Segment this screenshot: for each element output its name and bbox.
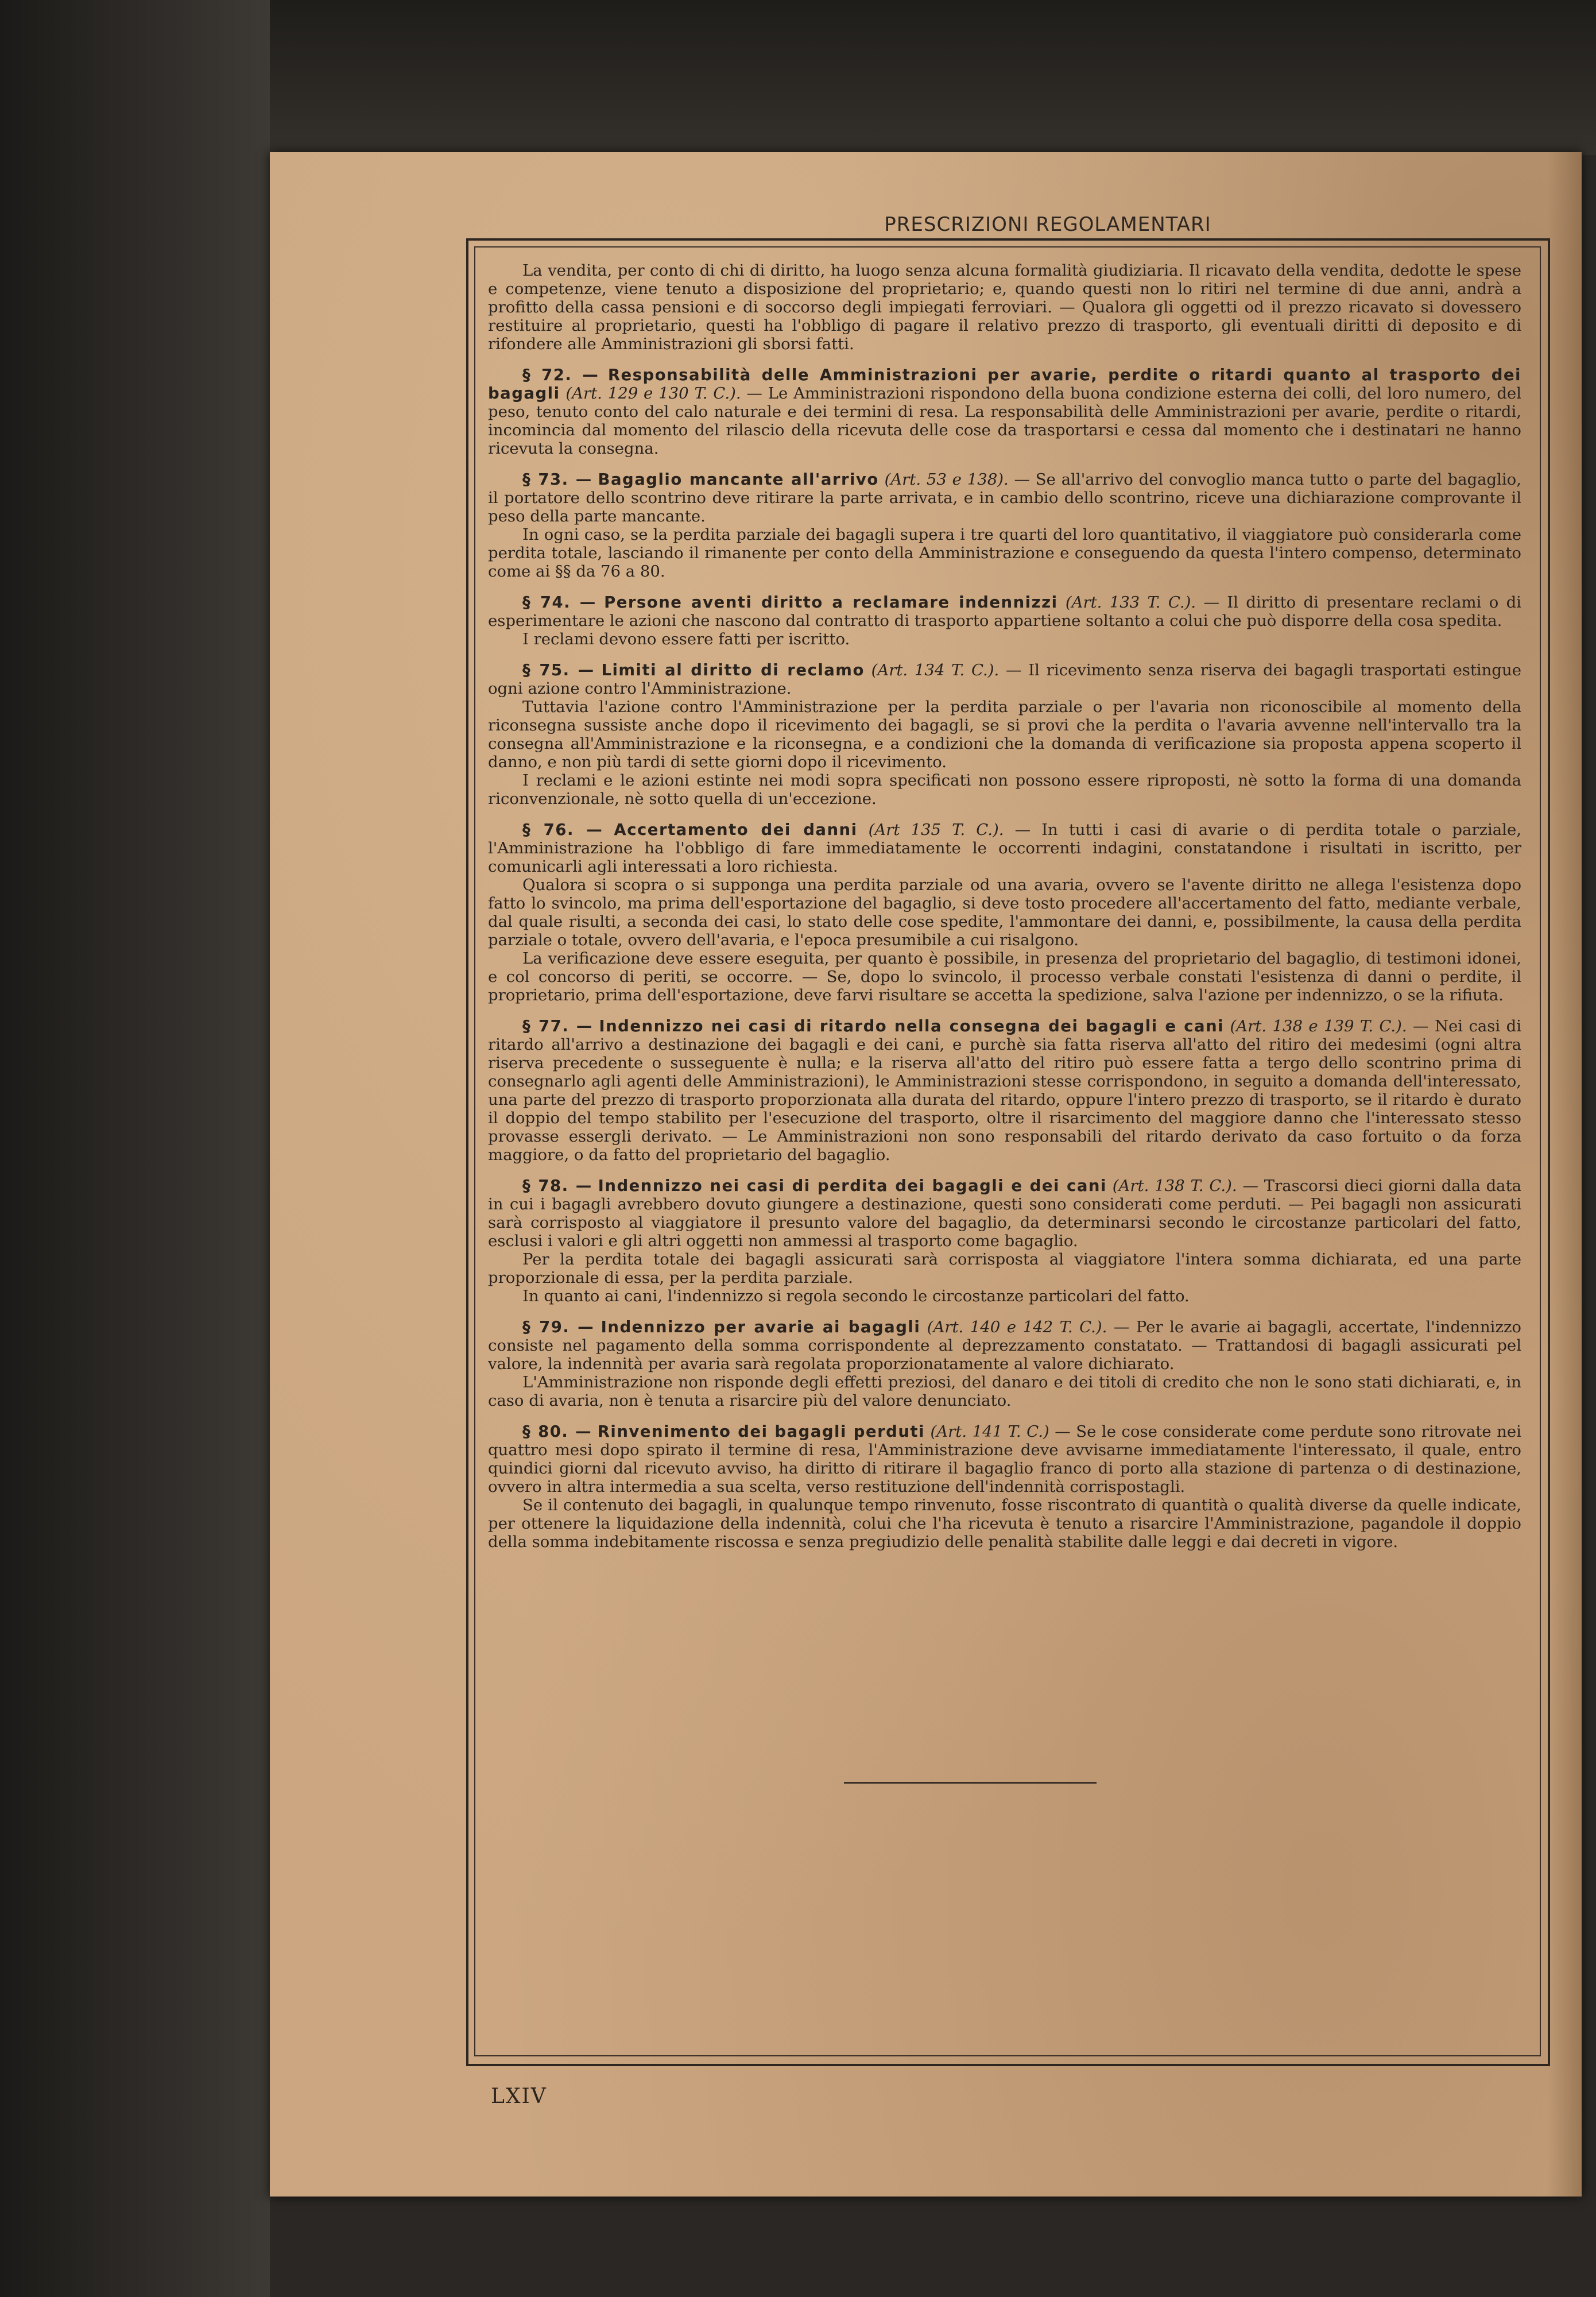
section-paragraph: La verificazione deve essere eseguita, per quanto è possibile, in presenza del proprietario del bagaglio, di testimoni idonei, e col concorso di periti, se occorre. — Se, dopo lo svincolo, il processo verbale constati l'esistenza di danni o perdite, il proprietario, prima dell'esportazione, deve farvi risultare se accetta la spedizione, salva l'azione per indennizzo, o se la rifiuta. <box>488 949 1521 1004</box>
section-78 <box>488 1177 1521 1250</box>
section-reference: (Art 135 T. C.). <box>868 821 1004 839</box>
section-heading: Accertamento dei danni <box>614 821 858 839</box>
section-76 <box>488 821 1521 876</box>
page-number: LXIV <box>491 2085 547 2108</box>
section-paragraph: Tuttavia l'azione contro l'Amministrazione per la perdita parziale o per l'avaria non riconoscibile al momento della riconsegna sussiste anche dopo il ricevimento dei bagagli, se si provi che la perdita o l'avaria avvenne nell'intervallo tra la consegna all'Amministrazione e la riconsegna, e a condizioni che la domanda di verificazione sia proposta appena scoperto il danno, e non più tardi di sette giorni dopo il ricevimento. <box>488 698 1521 771</box>
section-reference: (Art. 133 T. C.). <box>1065 593 1196 612</box>
section-paragraph: L'Amministrazione non risponde degli effetti preziosi, del danaro e dei titoli di credito che non le sono stati dichiarati, e, in caso di avaria, non è tenuta a risarcire più del valore denunciato. <box>488 1373 1521 1410</box>
section-number: § 76. — <box>522 821 603 839</box>
section-text: — Il ricevimento senza riserva dei bagagli trasportati estingue ogni azione contro l'Amministrazione. <box>488 661 1521 698</box>
section-heading: Limiti al diritto di reclamo <box>601 661 865 679</box>
section-paragraph: I reclami e le azioni estinte nei modi sopra specificati non possono essere riproposti, nè sotto la forma di una domanda riconvenzionale, nè sotto quella di un'eccezione. <box>488 771 1521 808</box>
intro-paragraph: La vendita, per conto di chi di diritto, ha luogo senza alcuna formalità giudiziaria. Il ricavato della vendita, dedotte le spese e competenze, viene tenuto a disposizione del proprietario; e, quando questi non lo ritiri nel termine di due anni, andrà a profitto della cassa pensioni e di soccorso degli impiegati ferroviari. — Qualora gli oggetti od il prezzo ricavato si dovessero restituire al proprietario, questi ha l'obbligo di pagare il relativo prezzo di trasporto, gli eventuali diritti di deposito e di rifondere alle Amministrazioni gli sborsi fatti. <box>488 261 1521 353</box>
section-reference: (Art. 53 e 138). <box>884 470 1009 489</box>
section-75 <box>488 661 1521 698</box>
section-reference: (Art. 134 T. C.). <box>871 661 1000 679</box>
page-edge-shadow <box>1547 152 1582 2197</box>
section-paragraph: In ogni caso, se la perdita parziale dei bagagli supera i tre quarti del loro quantitativo, il viaggiatore può considerarla come perdita totale, lasciando il rimanente per conto della Amministrazione e conseguendo da questa l'intero compenso, determinato come ai §§ da 76 a 80. <box>488 525 1521 581</box>
section-heading: Indennizzo nei casi di ritardo nella consegna dei bagagli e cani <box>599 1017 1225 1035</box>
section-77 <box>488 1017 1521 1164</box>
book-page <box>270 152 1582 2197</box>
section-72 <box>488 366 1521 458</box>
section-74 <box>488 593 1521 630</box>
section-reference: (Art. 138 e 139 T. C.). <box>1230 1017 1407 1035</box>
section-text: — Per le avarie ai bagagli, accertate, l'indennizzo consiste nel pagamento della somma corrispondente al deprezzamento constatato. — Trattandosi di bagagli assicurati pel valore, la indennità per avaria sarà regolata proporzionatamente al valore dichiarato. <box>488 1318 1521 1373</box>
section-heading: Responsabilità delle Amministrazioni per avarie, perdite o ritardi quanto al trasporto dei bagagli <box>488 366 1521 403</box>
section-text: — Le Amministrazioni rispondono della buona condizione esterna dei colli, del loro numero, del peso, tenuto conto del calo naturale e dei termini di resa. La responsabilità delle Amministrazioni per avarie, perdite o ritardi, incomincia dal momento del rilascio della ricevuta delle cose da trasportarsi e cessa dal momento che i destinatari ne hanno ricevuta la consegna. <box>488 384 1521 458</box>
section-paragraph: In quanto ai cani, l'indennizzo si regola secondo le circostanze particolari del fatto. <box>522 1287 1190 1305</box>
section-text: — Se le cose considerate come perdute sono ritrovate nei quattro mesi dopo spirato il termine di resa, l'Amministrazione deve avvisarne immediatamente l'interessato, il quale, entro quindici giorni dal ricevuto avviso, ha diritto di ritirare il bagaglio franco di porto alla stazione di partenza o di destinazione, ovvero in altra intermedia a sua scelta, verso restituzione dell'indennità corrispostagli. <box>488 1422 1521 1496</box>
section-paragraph: Qualora si scopra o si supponga una perdita parziale od una avaria, ovvero se l'avente diritto ne allega l'esistenza dopo fatto lo svincolo, ma prima dell'esportazione del bagaglio, si deve tosto procedere all'accertamento del fatto, mediante verbale, dal quale risulti, a seconda dei casi, lo stato delle cose spedite, l'ammontare dei danni, e, possibilmente, la causa della perdita parziale o totale, ovvero dell'avaria, e l'epoca presumibile a cui risalgono. <box>488 876 1521 949</box>
section-number: § 75. — <box>522 661 595 679</box>
section-number: § 73. — <box>522 470 592 489</box>
section-text: — Nei casi di ritardo all'arrivo a destinazione dei bagagli e dei cani, e purchè sia fatta riserva all'atto del ritiro dei medesimi (ogni altra riserva precedente o susseguente è nulla; e la riserva all'atto del ritiro può essere fatta a tergo dello scontrino prima di consegnarlo agli agenti delle Amministrazioni), le Amministrazioni stesse corrispondono, in seguito a domanda dell'interessato, una parte del prezzo di trasporto proporzionata alla durata del ritardo, oppure l'intero prezzo di trasporto, se il ritardo è durato il doppio del tempo stabilito per l'esecuzione del trasporto, oltre il risarcimento del maggiore danno che l'interessato stesso provasse essergli derivato. — Le Amministrazioni non sono responsabili del ritardo derivato da caso fortuito o da forza maggiore, o da fatto del proprietario del bagaglio. <box>488 1017 1521 1164</box>
end-rule <box>844 1782 1097 1784</box>
section-reference: (Art. 140 e 142 T. C.). <box>927 1318 1107 1336</box>
section-paragraph: Se il contenuto dei bagagli, in qualunque tempo rinvenuto, fosse riscontrato di quantità o qualità diverse da quelle indicate, per ottenere la liquidazione della indennità, colui che l'ha ricevuta è tenuto a risarcire l'Amministrazione, pagandole il doppio della somma indebitamente riscossa e senza pregiudizio delle penalità stabilite dalle leggi e dai decreti in vigore. <box>488 1496 1521 1551</box>
section-text: — Il diritto di presentare reclami o di esperimentare le azioni che nascono dal contratto di trasporto appartiene soltanto a colui che può disporre della cosa spedita. <box>488 593 1521 630</box>
section-number: § 80. — <box>522 1422 592 1441</box>
body-text <box>488 261 1521 1551</box>
section-heading: Bagaglio mancante all'arrivo <box>598 470 879 489</box>
section-number: § 74. — <box>522 593 596 612</box>
running-head: PRESCRIZIONI REGOLAMENTARI <box>884 213 1211 236</box>
section-heading: Indennizzo nei casi di perdita dei bagagli e dei cani <box>598 1177 1107 1195</box>
section-heading: Indennizzo per avarie ai bagagli <box>601 1318 921 1336</box>
section-number: § 79. — <box>522 1318 595 1336</box>
section-number: § 78. — <box>522 1177 592 1195</box>
section-reference: (Art. 138 T. C.). <box>1112 1177 1237 1195</box>
section-heading: Persone aventi diritto a reclamare indennizzi <box>604 593 1058 612</box>
section-73 <box>488 470 1521 525</box>
section-paragraph: I reclami devono essere fatti per iscritto. <box>522 630 850 648</box>
section-text: — Trascorsi dieci giorni dalla data in cui i bagagli avrebbero dovuto giungere a destinazione, questi sono considerati come perduti. — Pei bagagli non assicurati sarà corrisposto al viaggiatore il presunto valore del bagaglio, da determinarsi secondo le circostanze particolari del fatto, esclusi i valori e gli altri oggetti non ammessi al trasporto come bagaglio. <box>488 1177 1522 1250</box>
section-number: § 72. — <box>522 366 599 384</box>
section-text: — In tutti i casi di avarie o di perdita totale o parziale, l'Amministrazione ha l'obbligo di fare immediatamente le occorrenti indagini, constatandone i risultati in iscritto, per comunicarli agli interessati a loro richiesta. <box>488 821 1521 876</box>
section-paragraph: Per la perdita totale dei bagagli assicurati sarà corrisposta al viaggiatore l'intera somma dichiarata, ed una parte proporzionale di essa, per la perdita parziale. <box>488 1250 1521 1287</box>
section-reference: (Art. 141 T. C.) <box>930 1422 1049 1441</box>
section-heading: Rinvenimento dei bagagli perduti <box>597 1422 925 1441</box>
section-80 <box>488 1422 1521 1496</box>
section-number: § 77. — <box>522 1017 593 1035</box>
section-79 <box>488 1318 1521 1373</box>
section-reference: (Art. 129 e 130 T. C.). <box>565 384 741 403</box>
scanner-backdrop-left <box>0 0 270 2297</box>
section-text: — Se all'arrivo del convoglio manca tutto o parte del bagaglio, il portatore dello scontrino deve ritirare la parte arrivata, e in cambio dello scontrino, riceve una dichiarazione comprovante il peso della parte mancante. <box>488 470 1521 525</box>
